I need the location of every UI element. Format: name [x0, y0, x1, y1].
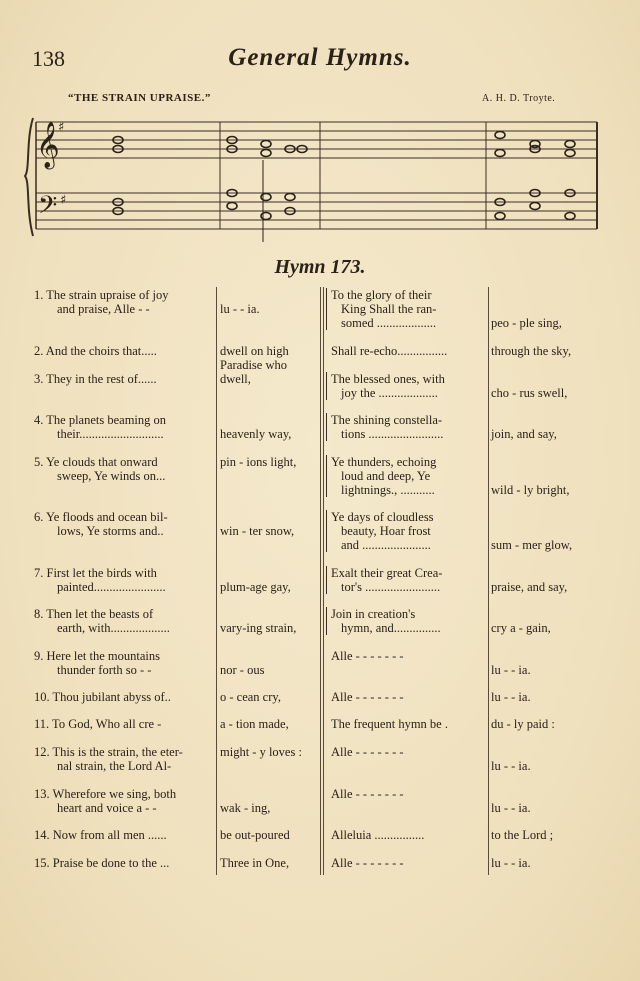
brace-mark [326, 288, 330, 330]
refrain-line: King Shall the ran- [341, 302, 437, 316]
svg-text:𝄢: 𝄢 [38, 191, 58, 226]
refrain-line: Alle - - - - - - - [331, 690, 404, 704]
refrain-line: Ye days of cloudless [331, 510, 434, 524]
verse-5-response-b: wild - ly bright, [491, 483, 570, 497]
composer: A. H. D. Troyte. [482, 93, 556, 104]
verse-10-response-b: lu - - ia. [491, 690, 531, 704]
brace-mark [326, 510, 330, 552]
verse-14-refrain [331, 828, 487, 842]
verse-line: 10. Thou jubilant abyss of.. [34, 690, 171, 704]
verse-13-refrain [331, 787, 487, 801]
verse-15-response-a: Three in One, [220, 856, 290, 870]
verse-11-response-b: du - ly paid : [491, 717, 555, 731]
verse-line: sweep, Ye winds on... [57, 469, 166, 483]
verse-9-response-a: nor - ous [220, 663, 265, 677]
verse-15-text [34, 856, 214, 870]
verse-12-response-b: lu - - ia. [491, 759, 531, 773]
verse-4-text [34, 413, 214, 441]
verse-10-response-a: o - cean cry, [220, 690, 281, 704]
refrain-line: The shining constella- [331, 413, 443, 427]
verse-8-response-a: vary-ing strain, [220, 621, 297, 635]
verse-1-text [34, 288, 214, 316]
verse-line: earth, with................... [57, 621, 170, 635]
verse-4-response-a: heavenly way, [220, 427, 292, 441]
verse-line: 1. The strain upraise of joy [34, 288, 169, 302]
refrain-line: The blessed ones, with [331, 372, 445, 386]
verse-9-text [34, 649, 214, 677]
verse-9-response-b: lu - - ia. [491, 663, 531, 677]
refrain-line: loud and deep, Ye [341, 469, 431, 483]
verse-line: 9. Here let the mountains [34, 649, 161, 663]
verse-7-refrain [331, 566, 487, 594]
brace-mark [326, 455, 330, 497]
refrain-line: Alle - - - - - - - [331, 856, 404, 870]
verse-8-response-b: cry a - gain, [491, 621, 551, 635]
verse-line: 7. First let the birds with [34, 566, 157, 580]
page-number: 138 [32, 46, 65, 71]
refrain-line: Join in creation's [331, 607, 416, 621]
refrain-line: somed ................... [341, 316, 437, 330]
verse-line: painted....................... [57, 580, 166, 594]
tune-name: “THE STRAIN UPRAISE.” [68, 92, 211, 104]
verse-7-response-a: plum-age gay, [220, 580, 291, 594]
verse-4-response-b: join, and say, [491, 427, 557, 441]
verse-11-text [34, 717, 214, 731]
verse-11-refrain [331, 717, 487, 731]
refrain-line: hymn, and............... [341, 621, 441, 635]
refrain-line: Exalt their great Crea- [331, 566, 443, 580]
verse-14-response-b: to the Lord ; [491, 828, 554, 842]
refrain-line: Alleluia ................ [331, 828, 425, 842]
verse-1-response-a: lu - - ia. [220, 302, 260, 316]
verse-5-refrain [331, 455, 487, 497]
refrain-line: tions ........................ [341, 427, 444, 441]
verse-1-response-b: peo - ple sing, [491, 316, 562, 330]
refrain-line: joy the ................... [341, 386, 438, 400]
brace-mark [326, 566, 330, 594]
verse-6-response-a: win - ter snow, [220, 524, 295, 538]
verse-15-refrain [331, 856, 487, 870]
refrain-line: lightnings., ........... [341, 483, 435, 497]
refrain-line: Alle - - - - - - - [331, 745, 404, 759]
verse-line: lows, Ye storms and.. [57, 524, 164, 538]
verse-line: heart and voice a - - [57, 801, 157, 815]
verse-12-response-a: might - y loves : [220, 745, 302, 759]
verse-3-response-a: Paradise who dwell, [220, 358, 287, 386]
verse-line: 13. Wherefore we sing, both [34, 787, 177, 801]
verse-2-response-b: through the sky, [491, 344, 572, 358]
refrain-line: tor's ........................ [341, 580, 441, 594]
verse-line: 6. Ye floods and ocean bil- [34, 510, 168, 524]
verse-3-text [34, 372, 214, 386]
svg-text:♯: ♯ [60, 193, 67, 208]
verse-12-text [34, 745, 214, 773]
refrain-line: beauty, Hoar frost [341, 524, 431, 538]
verse-line: and praise, Alle - - [57, 302, 150, 316]
brace-mark [326, 413, 330, 441]
verse-6-text [34, 510, 214, 538]
verse-line: nal strain, the Lord Al- [57, 759, 172, 773]
verse-6-response-b: sum - mer glow, [491, 538, 573, 552]
svg-text:♯: ♯ [58, 120, 65, 135]
verse-line: 4. The planets beaming on [34, 413, 167, 427]
verse-11-response-a: a - tion made, [220, 717, 289, 731]
verse-line: 14. Now from all men ...... [34, 828, 167, 842]
verse-8-text [34, 607, 214, 635]
verse-14-text [34, 828, 214, 842]
verse-5-response-a: pin - ions light, [220, 455, 297, 469]
verse-15-response-b: lu - - ia. [491, 856, 531, 870]
brace-mark [326, 607, 330, 635]
brace-mark [326, 372, 330, 400]
refrain-line: and ...................... [341, 538, 431, 552]
verse-line: 2. And the choirs that..... [34, 344, 157, 358]
verse-4-refrain [331, 413, 487, 441]
verse-2-refrain [331, 344, 487, 358]
verse-7-text [34, 566, 214, 594]
verse-line: thunder forth so - - [57, 663, 152, 677]
verse-9-refrain [331, 649, 487, 663]
verse-line: 12. This is the strain, the eter- [34, 745, 183, 759]
verse-line: 11. To God, Who all cre - [34, 717, 162, 731]
verse-10-refrain [331, 690, 487, 704]
verse-5-text [34, 455, 214, 483]
hymn-title: Hymn 173. [274, 256, 366, 278]
refrain-line: Shall re-echo................ [331, 344, 448, 358]
verse-12-refrain [331, 745, 487, 759]
verse-8-refrain [331, 607, 487, 635]
column-rule [323, 287, 324, 875]
verse-10-text [34, 690, 214, 704]
column-rule [320, 287, 321, 875]
verse-1-refrain [331, 288, 487, 330]
refrain-line: The frequent hymn be . [331, 717, 448, 731]
refrain-line: To the glory of their [331, 288, 432, 302]
verse-7-response-b: praise, and say, [491, 580, 568, 594]
verse-6-refrain [331, 510, 487, 552]
verse-3-response-b: cho - rus swell, [491, 386, 568, 400]
music-score [0, 0, 640, 250]
verse-13-response-a: wak - ing, [220, 801, 271, 815]
verse-2-response-a: dwell on high [220, 344, 289, 358]
column-rule [216, 287, 217, 875]
verse-2-text [34, 344, 214, 358]
verse-line: 5. Ye clouds that onward [34, 455, 158, 469]
verse-3-refrain [331, 372, 487, 400]
verse-line: 15. Praise be done to the ... [34, 856, 170, 870]
verse-line: 3. They in the rest of...... [34, 372, 157, 386]
verse-line: their........................... [57, 427, 164, 441]
verse-14-response-a: be out-poured [220, 828, 290, 842]
refrain-line: Ye thunders, echoing [331, 455, 437, 469]
refrain-line: Alle - - - - - - - [331, 649, 404, 663]
svg-text:𝄞: 𝄞 [36, 122, 60, 168]
refrain-line: Alle - - - - - - - [331, 787, 404, 801]
verse-13-response-b: lu - - ia. [491, 801, 531, 815]
column-rule [488, 287, 489, 875]
verse-line: 8. Then let the beasts of [34, 607, 154, 621]
verse-13-text [34, 787, 214, 815]
running-head: General Hymns. [228, 44, 412, 71]
